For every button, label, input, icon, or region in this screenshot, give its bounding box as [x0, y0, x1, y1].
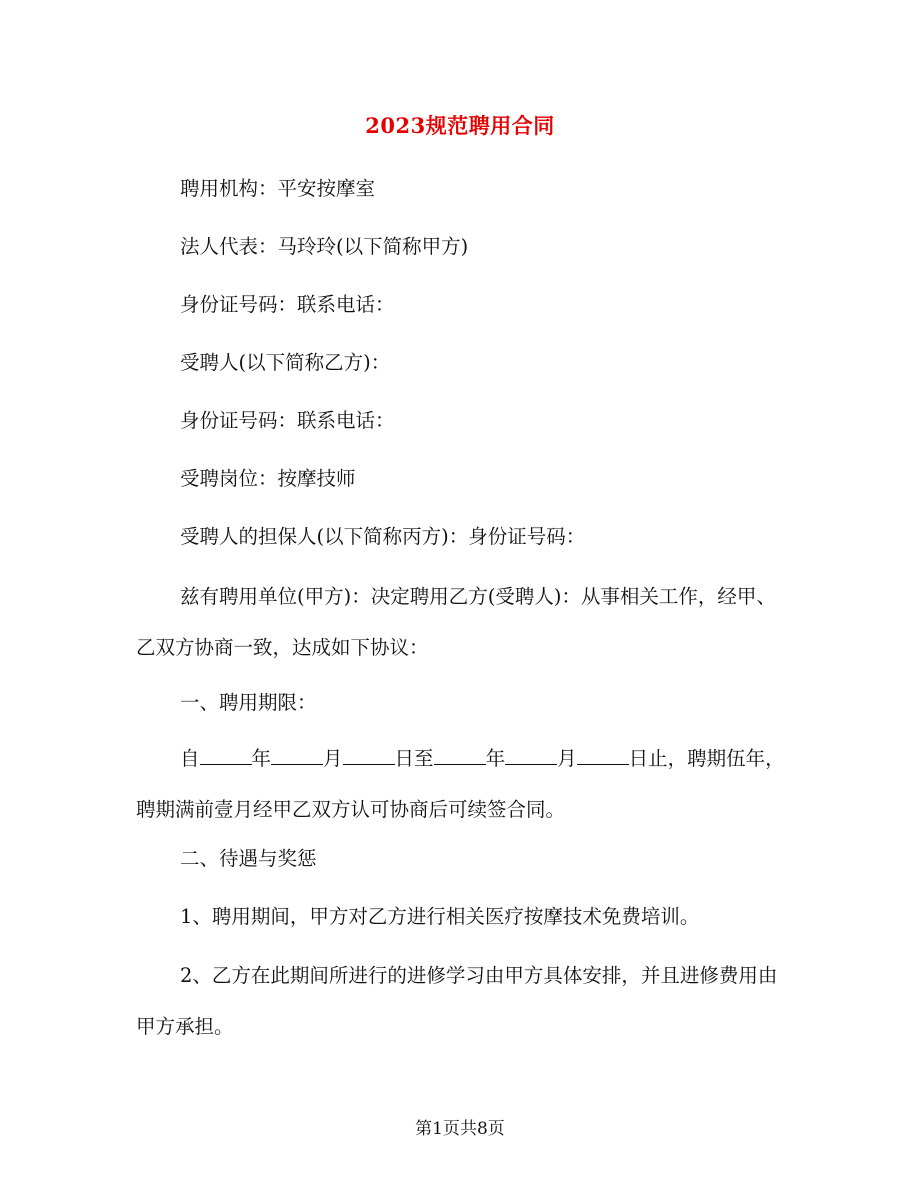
legal-representative-line: 法人代表：马玲玲(以下简称甲方) [180, 235, 469, 258]
term-prefix: 自 [180, 747, 200, 770]
term-day-to: 日至 [394, 747, 434, 770]
year-blank [434, 747, 486, 765]
item-1: 1、聘用期间，甲方对乙方进行相关医疗按摩技术免费培训。 [180, 905, 700, 928]
section1-heading: 一、聘用期限： [180, 691, 317, 714]
document-title: 2023规范聘用合同 [365, 113, 555, 138]
term-year2: 年 [485, 747, 506, 770]
term-month2: 月 [557, 747, 577, 770]
term-month1: 月 [323, 747, 343, 770]
party-a-id-phone-line: 身份证号码：联系电话： [180, 293, 395, 316]
position-line: 受聘岗位：按摩技师 [180, 467, 356, 490]
item-2: 2、乙方在此期间所进行的进修学习由甲方具体安排，并且进修费用由甲方承担。 [136, 964, 778, 1038]
party-b-id-phone-line: 身份证号码：联系电话： [180, 409, 395, 432]
day-blank [343, 747, 395, 765]
employee-line: 受聘人(以下简称乙方)： [180, 351, 391, 374]
intro-paragraph: 兹有聘用单位(甲方)：决定聘用乙方(受聘人)：从事相关工作，经甲、乙双方协商一致，达成如下协议： [136, 585, 776, 659]
term-year1: 年 [251, 747, 272, 770]
hiring-organization-line: 聘用机构：平安按摩室 [180, 177, 376, 200]
term-rest: 日止，聘期伍年，聘期满前壹月经甲乙双方认可协商后可续签合同。 [136, 747, 785, 821]
year-blank [200, 747, 252, 765]
guarantor-line: 受聘人的担保人(以下简称丙方)：身份证号码： [180, 525, 586, 548]
page-indicator: 第1页共8页 [415, 1119, 505, 1139]
day-blank [577, 747, 629, 765]
term-paragraph [136, 733, 786, 835]
month-blank [271, 747, 323, 765]
month-blank [505, 747, 557, 765]
section2-heading: 二、待遇与奖惩 [180, 847, 317, 870]
